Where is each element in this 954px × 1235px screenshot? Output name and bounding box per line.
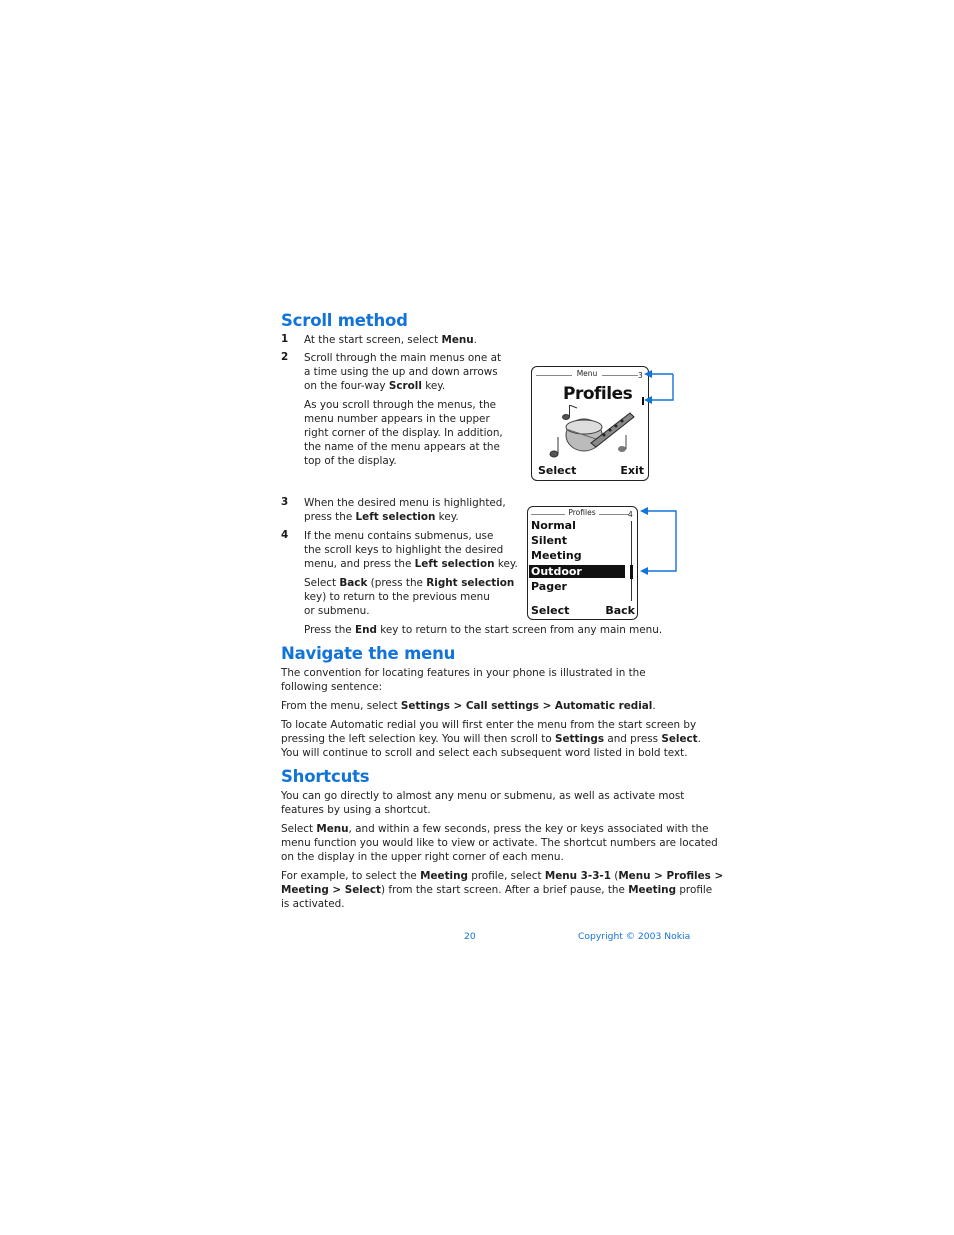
step-1-text: At the start screen, select Menu. (304, 334, 477, 346)
shortcuts-paragraph-2: Select Menu, and within a few seconds, press the key or keys associated with the menu function you would like to view or activate. The shortcut numbers are located on the display in the upper right corner of each menu. (281, 823, 718, 864)
navigate-paragraph-1: The convention for locating features in your phone is illustrated in the following sentence: (281, 667, 646, 694)
step-2-text: Scroll through the main menus one at a time using the up and down arrows on the four-way Scroll key. (304, 352, 502, 393)
profile-item: Pager (531, 580, 567, 593)
end-instruction: Press the End key to return to the start screen from any main menu. (304, 624, 663, 636)
back-instruction: Select Back (press the Right selection key) to return to the previous menu or submenu. (304, 577, 515, 618)
left-softkey: Select (538, 464, 577, 477)
shortcuts-paragraph-1: You can go directly to almost any menu or submenu, as well as activate most features by using a shortcut. (281, 790, 685, 817)
scroll-track (631, 521, 632, 601)
heading-shortcuts: Shortcuts (281, 767, 370, 786)
right-softkey: Back (605, 604, 635, 617)
phone-display-profiles (527, 506, 638, 620)
step-number: 1 (281, 333, 289, 345)
step-2-extra: As you scroll through the menus, the menu number appears in the upper right corner of the display. In addition, the name of the menu appears at the top of the display. (304, 399, 503, 468)
shortcuts-paragraph-3: For example, to select the Meeting profile, select Menu 3-3-1 (Menu > Profiles > Meeting > Select) from the start screen. After a brief pause, the Meeting profile is activated. (281, 870, 724, 911)
heading-navigate-menu: Navigate the menu (281, 644, 456, 663)
left-softkey: Select (531, 604, 570, 617)
screen-title: Profiles (565, 508, 599, 517)
heading-scroll-method: Scroll method (281, 311, 408, 330)
step-number: 4 (281, 529, 289, 541)
copyright: Copyright © 2003 Nokia (578, 931, 691, 942)
navigate-paragraph-2: From the menu, select Settings > Call settings > Automatic redial. (281, 700, 656, 712)
step-number: 2 (281, 351, 289, 363)
step-3-text: When the desired menu is highlighted, press the Left selection key. (304, 497, 506, 524)
step-number: 3 (281, 496, 289, 508)
screen-title: Menu (572, 369, 602, 378)
scroll-thumb (630, 565, 633, 579)
profile-item: Normal (531, 519, 576, 532)
menu-number: 3 (638, 371, 643, 380)
profile-item: Silent (531, 534, 568, 547)
step-4-text: If the menu contains submenus, use the scroll keys to highlight the desired menu, and press the Left selection key. (304, 530, 518, 571)
profile-item-selected: Outdoor (529, 565, 625, 578)
profiles-music-icon (546, 405, 638, 459)
scroll-arrow-diagram (640, 366, 680, 406)
right-softkey: Exit (620, 464, 644, 477)
menu-name: Profiles (563, 384, 633, 404)
navigate-paragraph-3: To locate Automatic redial you will first enter the menu from the start screen by pressing the left selection key. You will then scroll to Settings and press Select. You will continue to scroll and select each subsequent word listed in bold text. (281, 719, 701, 760)
profile-item: Meeting (531, 549, 582, 562)
page-number: 20 (464, 931, 476, 942)
menu-number: 4 (628, 510, 633, 519)
phone-display-menu (531, 366, 649, 481)
scroll-arrow-diagram (636, 504, 680, 576)
